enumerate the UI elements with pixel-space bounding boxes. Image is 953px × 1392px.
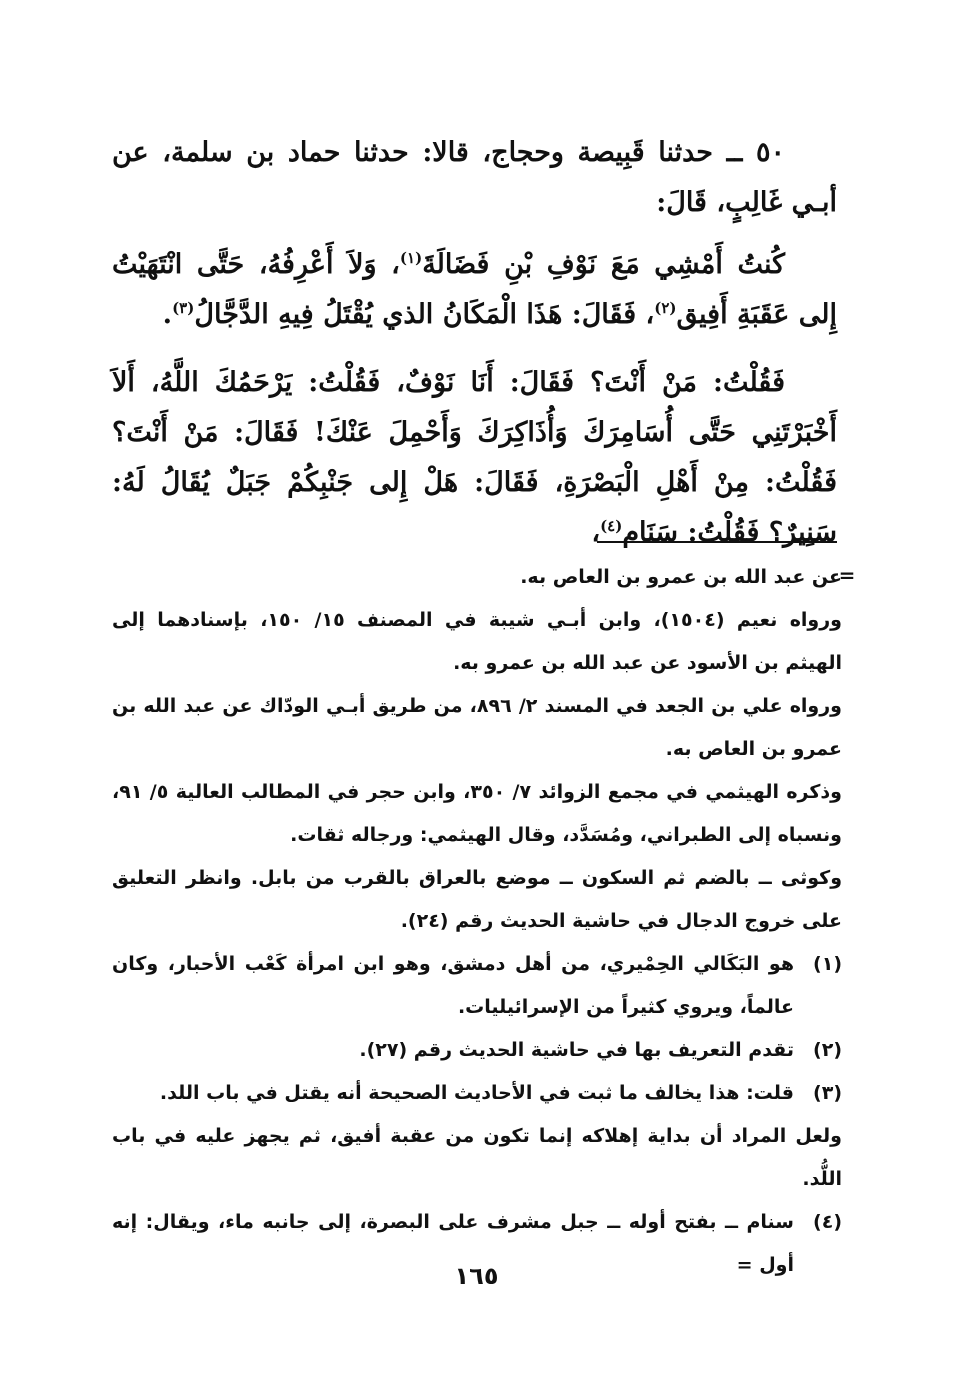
footnote-carry-5: وكوثى ــ بالضم ثم السكون ــ موضع بالعراق بالقرب من بابل. وانظر التعليق على خروج الدجال في حاشية الحديث رقم (٢٤).	[112, 867, 842, 932]
footnote-carry-1: عن عبد الله بن عمرو بن العاص به.	[520, 566, 842, 588]
page-number: ١٦٥	[454, 1262, 499, 1290]
footnote-ref-4[interactable]: (٤)	[600, 517, 623, 535]
footnote-text: تقدم التعريف بها في حاشية الحديث رقم (٢٧).	[359, 1039, 794, 1061]
footnote-separator	[597, 541, 837, 543]
footnote-1	[112, 943, 842, 1029]
footnote-2	[112, 1029, 842, 1072]
footnote-3-continuation: ولعل المراد أن بداية إهلاكه إنما تكون من عقبة أفيق، ثم يجهز عليه في باب اللُّد.	[112, 1125, 842, 1190]
hadith-intro: ٥٠ ــ حدثنا قَبِيصة وحجاج، قالا: حدثنا حماد بن سلمة، عن أبـي غَالِبٍ، قَالَ:	[112, 137, 837, 218]
hadith-p2-b: ،	[591, 517, 601, 548]
footnote-number: (٢)	[813, 1039, 842, 1061]
footnote-text: قلت: هذا يخالف ما ثبت في الأحاديث الصحيحة أنه يقتل في باب اللد.	[159, 1082, 794, 1104]
footnote-text: هو البَكَالي الحِمْيري، من أهل دمشق، وهو ابن امرأة كَعْب الأحبار، وكان عالماً، ويروي كثيراً من الإسرائيليات.	[112, 953, 794, 1018]
hadith-p1-b: ، وَلاَ أَعْرِفُهُ، حَتَّى انْتَهَيْتُ إِلى عَقَبَةِ أَفِيق	[112, 249, 837, 330]
footnote-text: سنام ــ بفتح أوله ــ جبل مشرف على البصرة، إلى جانبه ماء، ويقال: إنه أول =	[112, 1211, 794, 1276]
footnote-carry-4: وذكره الهيثمي في مجمع الزوائد ٧/ ٣٥٠، وابن حجر في المطالب العالية ٥/ ٩١، ونسباه إلى الطبراني، ومُسَدَّد، وقال الهيثمي: ورجاله ثقات.	[112, 781, 842, 846]
footnote-ref-1[interactable]: (١)	[399, 249, 423, 267]
continuation-mark: =	[838, 563, 856, 587]
footnote-ref-3[interactable]: (٣)	[172, 299, 195, 317]
footnote-number: (٣)	[813, 1082, 842, 1104]
hadith-p2-a: فَقُلْتُ: مَنْ أَنْتَ؟ فَقَالَ: أَنَا نَوْفٌ، فَقُلْتُ: يَرْحَمُكَ اللَّهُ، أَلاَ أَخْبَرْتَنِي حَتَّى أُسَامِرَكَ وَأُذَاكِرَكَ وَأَحْمِلَ عَنْكَ! فَقَالَ: مَنْ أَنْتَ؟ فَقُلْتُ: مِنْ أَهْلِ الْبَصْرَةِ، فَقَالَ: هَلْ إِلى جَنْبِكُمْ جَبَلٌ يُقَالُ لَهُ: سَنِيرٌ؟ فَقُلْتُ: سَنَام	[112, 367, 837, 548]
hadith-p1-a: كُنتُ أَمْشِي مَعَ نَوْفِ بْنِ فَضَالَةَ	[422, 249, 786, 280]
hadith-paragraph-2	[112, 358, 837, 558]
hadith-paragraph-1	[112, 240, 837, 340]
hadith-text	[112, 128, 837, 576]
hadith-p1-c: ، فَقَالَ: هَذَا الْمَكَانُ الذي يُقْتَلُ فِيهِ الدَّجَّالُ	[194, 299, 655, 330]
footnote-ref-2[interactable]: (٢)	[654, 299, 677, 317]
footnote-carry-3: ورواه علي بن الجعد في المسند ٢/ ٨٩٦، من طريق أبـي الودّاك عن عبد الله بن عمرو بن العاص به.	[112, 695, 842, 760]
hadith-p1-d: .	[162, 299, 173, 330]
footnote-carry-2: ورواه نعيم (١٥٠٤)، وابن أبـي شيبة في المصنف ١٥/ ١٥٠، بإسنادهما إلى الهيثم بن الأسود عن عبد الله بن عمرو به.	[112, 609, 842, 674]
footnote-3	[112, 1072, 842, 1115]
footnotes-section	[112, 556, 842, 1287]
footnote-number: (٤)	[813, 1211, 842, 1233]
footnote-number: (١)	[813, 953, 842, 975]
